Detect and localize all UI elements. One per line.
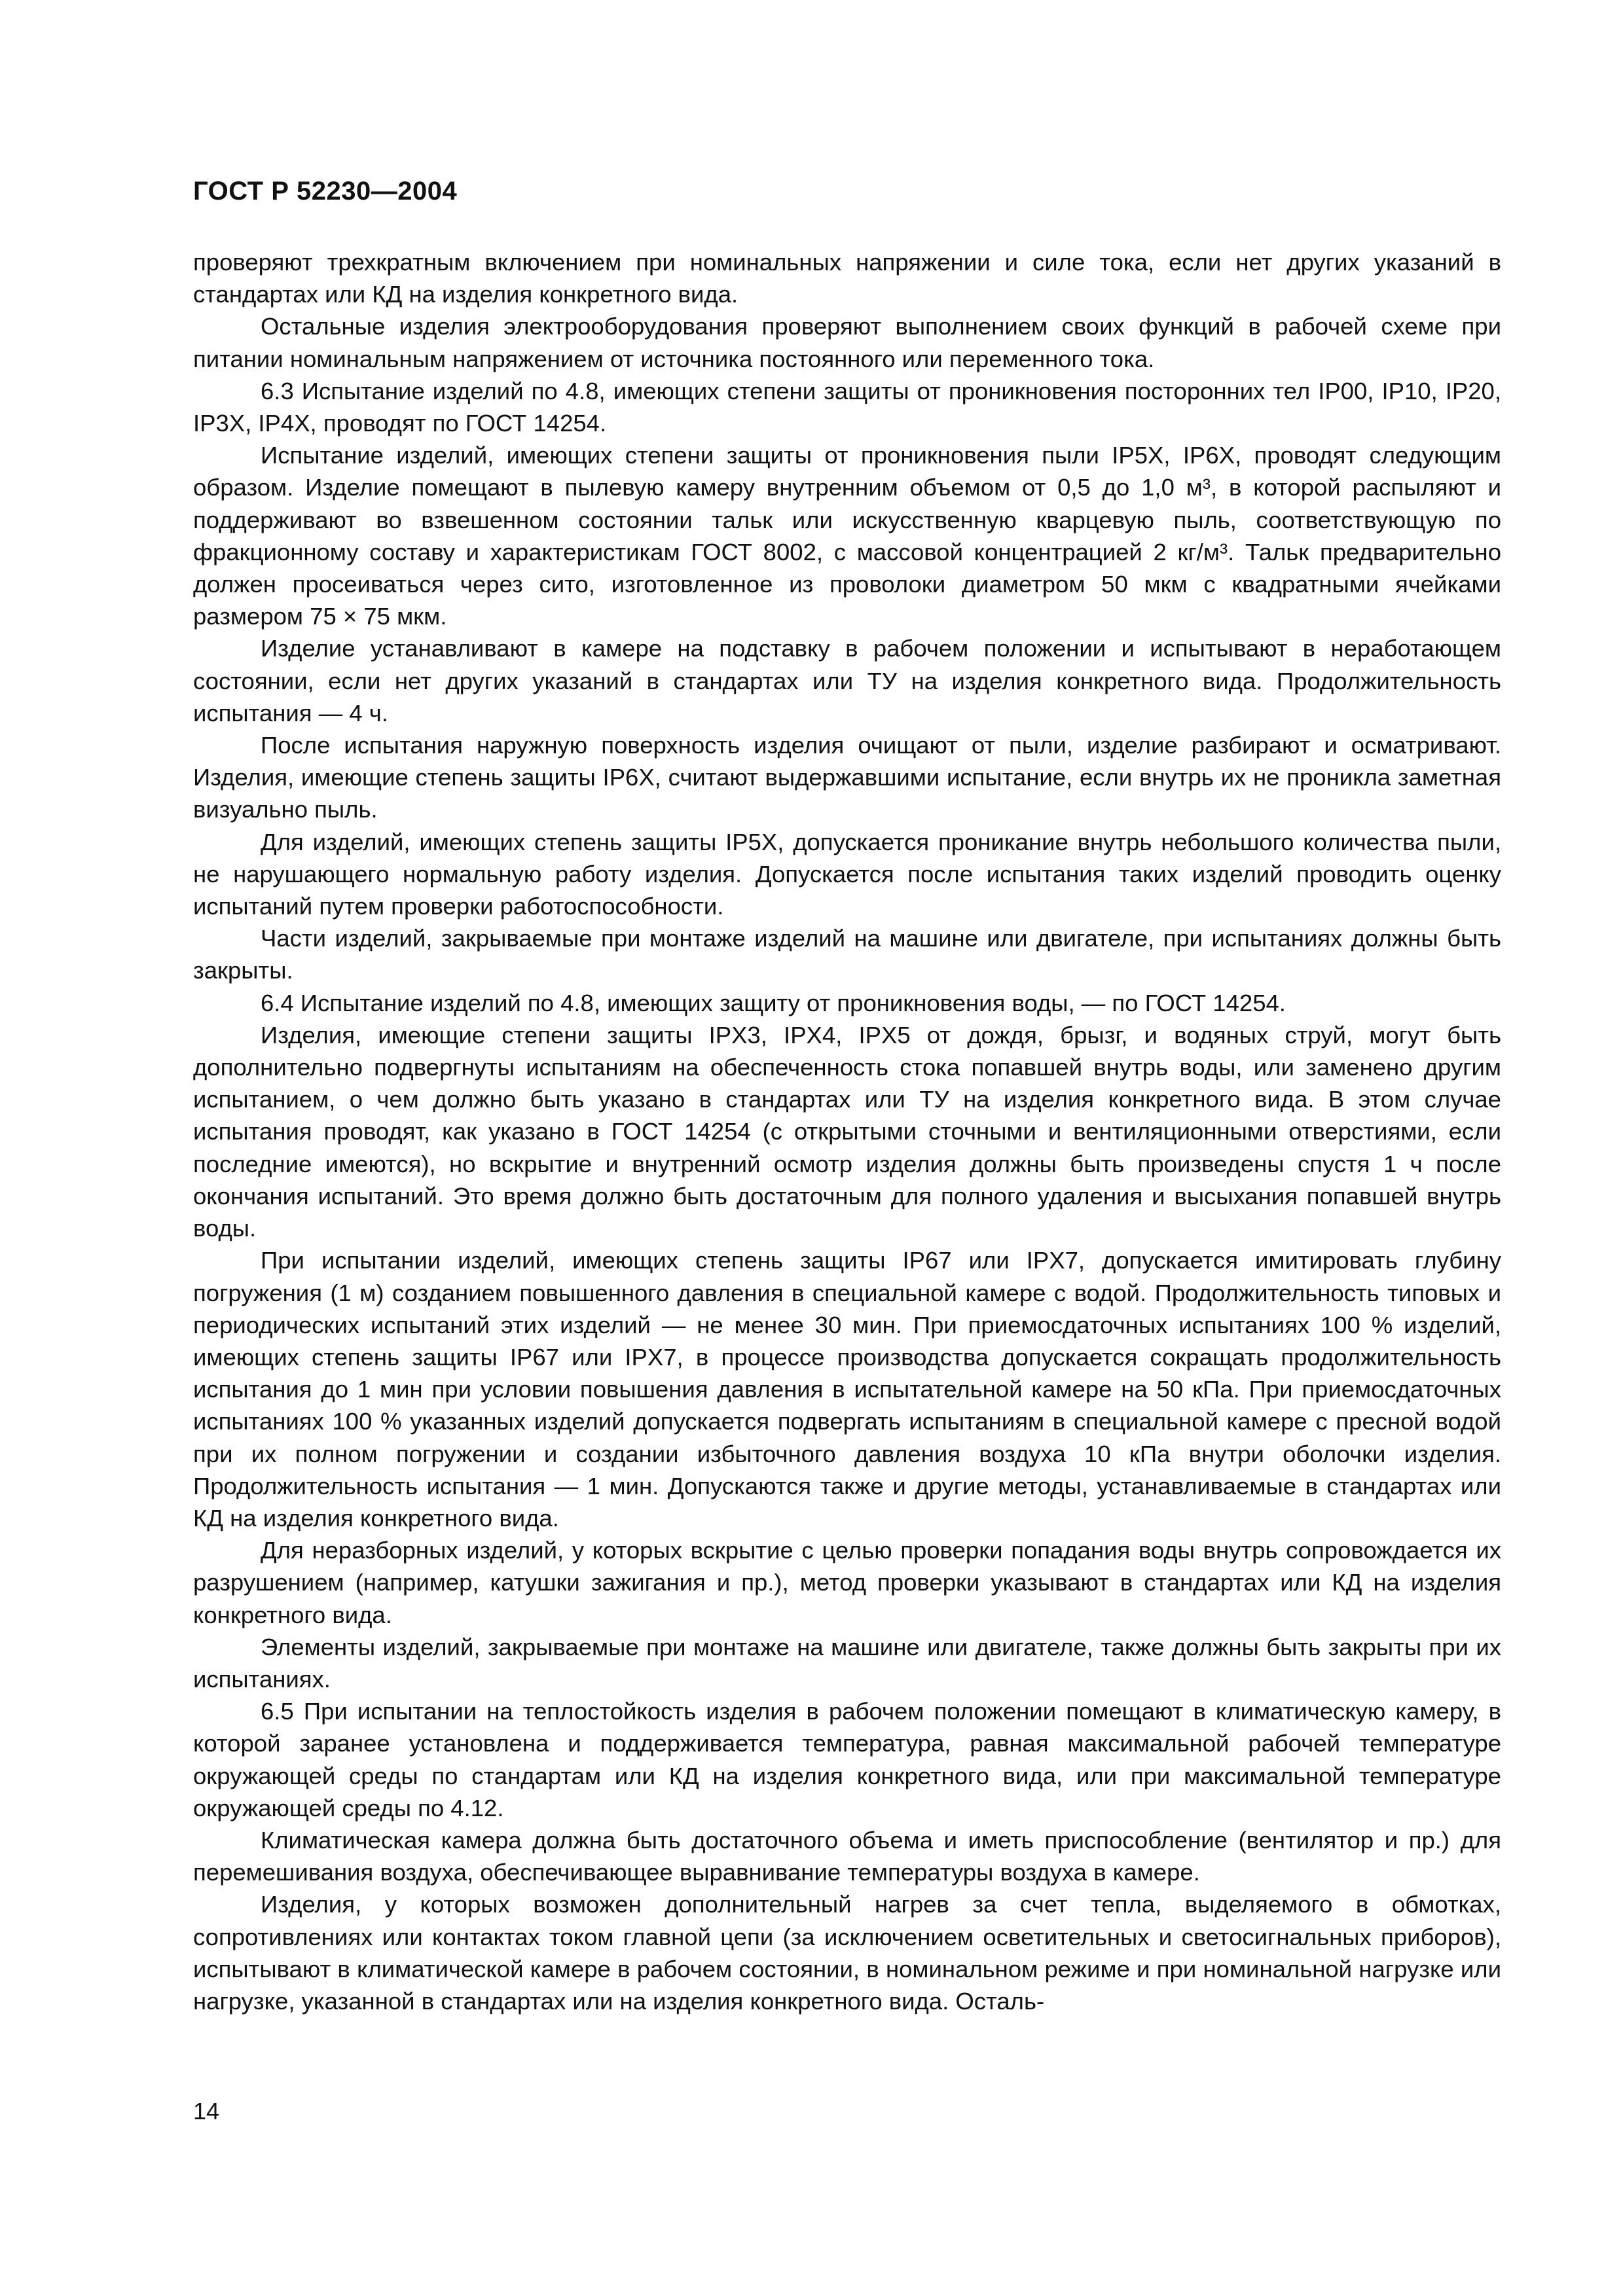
paragraph-section-6-5: 6.5 При испытании на теплостойкость изделия в рабочем положении помещают в климатическую камеру, в которой заранее установлена и поддерживается температура, равная максимальной рабочей температуре окружающей среды по стандартам или КД на изделия конкретного вида, или при максимальной температуре окружающей среды по 4.12. <box>193 1698 1501 1821</box>
paragraph: Для изделий, имеющих степень защиты IP5X, допускается проникание внутрь небольшого количества пыли, не нарушающего нормальную работу изделия. Допускается после испытания таких изделий проводить оценку испытаний путем проверки работоспособности. <box>193 828 1501 920</box>
paragraph-section-6-3: 6.3 Испытание изделий по 4.8, имеющих степени защиты от проникновения посторонних тел IP00, IP10, IP20, IP3X, IP4X, проводят по ГОСТ 14254. <box>193 377 1501 437</box>
paragraph: Элементы изделий, закрываемые при монтаже на машине или двигателе, также должны быть закрыты при их испытаниях. <box>193 1633 1501 1693</box>
page-number: 14 <box>193 2098 220 2125</box>
paragraph: Климатическая камера должна быть достаточного объема и иметь приспособление (вентилятор и пр.) для перемешивания воздуха, обеспечивающее выравнивание температуры воздуха в камере. <box>193 1826 1501 1886</box>
paragraph: Изделия, у которых возможен дополнительный нагрев за счет тепла, выделяемого в обмотках, сопротивлениях или контактах током главной цепи (за исключением осветительных и светосигнальных приборов), испытывают в климатической камере в рабочем состоянии, в номинальном режиме и при номинальной нагрузке или нагрузке, указанной в стандартах или на изделия конкретного вида. Осталь- <box>193 1891 1501 2015</box>
paragraph-section-6-4: 6.4 Испытание изделий по 4.8, имеющих защиту от проникновения воды, — по ГОСТ 14254. <box>261 989 1286 1016</box>
body-text <box>193 246 1501 2017</box>
paragraph-continuation: проверяют трехкратным включением при номинальных напряжении и силе тока, если нет других указаний в стандартах или КД на изделия конкретного вида. <box>193 249 1501 308</box>
paragraph: Изделия, имеющие степени защиты IPX3, IPX4, IPX5 от дождя, брызг, и водяных струй, могут быть дополнительно подвергнуты испытаниям на обеспеченность стока попавшей внутрь воды, или заменено другим испытанием, о чем должно быть указано в стандартах или ТУ на изделия конкретного вида. В этом случае испытания проводят, как указано в ГОСТ 14254 (с открытыми сточными и вентиляционными отверстиями, если последние имеются), но вскрытие и внутренний осмотр изделия должны быть произведены спустя 1 ч после окончания испытаний. Это время должно быть достаточным для полного удаления и высыхания попавшей внутрь воды. <box>193 1021 1501 1242</box>
paragraph: При испытании изделий, имеющих степень защиты IP67 или IPX7, допускается имитировать глубину погружения (1 м) созданием повышенного давления в специальной камере с водой. Продолжительность типовых и периодических испытаний этих изделий — не менее 30 мин. При приемосдаточных испытаниях 100 % изделий, имеющих степень защиты IP67 или IPX7, в процессе производства допускается сокращать продолжительность испытания до 1 мин при условии повышения давления в испытательной камере на 50 кПа. При приемосдаточных испытаниях 100 % указанных изделий допускается подвергать испытаниям в специальной камере с пресной водой при их полном погружении и создании избыточного давления воздуха 10 кПа внутри оболочки изделия. Продолжительность испытания — 1 мин. Допускаются также и другие методы, устанавливаемые в стандартах или КД на изделия конкретного вида. <box>193 1247 1501 1532</box>
paragraph: После испытания наружную поверхность изделия очищают от пыли, изделие разбирают и осматривают. Изделия, имеющие степень защиты IP6X, считают выдержавшими испытание, если внутрь их не проникла заметная визуально пыль. <box>193 732 1501 823</box>
paragraph: Изделие устанавливают в камере на подставку в рабочем положении и испытывают в неработающем состоянии, если нет других указаний в стандартах или ТУ на изделия конкретного вида. Продолжительность испытания — 4 ч. <box>193 635 1501 726</box>
paragraph: Части изделий, закрываемые при монтаже изделий на машине или двигателе, при испытаниях должны быть закрыты. <box>193 925 1501 984</box>
paragraph: Испытание изделий, имеющих степени защиты от проникновения пыли IP5X, IP6X, проводят следующим образом. Изделие помещают в пылевую камеру внутренним объемом от 0,5 до 1,0 м³, в которой распыляют и поддерживают во взвешенном состоянии тальк или искусственную кварцевую пыль, соответствующую по фракционному составу и характеристикам ГОСТ 8002, с массовой концентрацией 2 кг/м³. Тальк предварительно должен просеиваться через сито, изготовленное из проволоки диаметром 50 мкм с квадратными ячейками размером 75 × 75 мкм. <box>193 442 1501 630</box>
paragraph: Для неразборных изделий, у которых вскрытие с целью проверки попадания воды внутрь сопровождается их разрушением (например, катушки зажигания и пр.), метод проверки указывают в стандартах или КД на изделия конкретного вида. <box>193 1537 1501 1628</box>
standard-header: ГОСТ Р 52230—2004 <box>193 177 458 206</box>
paragraph: Остальные изделия электрооборудования проверяют выполнением своих функций в рабочей схеме при питании номинальным напряжением от источника постоянного или переменного тока. <box>193 313 1501 372</box>
